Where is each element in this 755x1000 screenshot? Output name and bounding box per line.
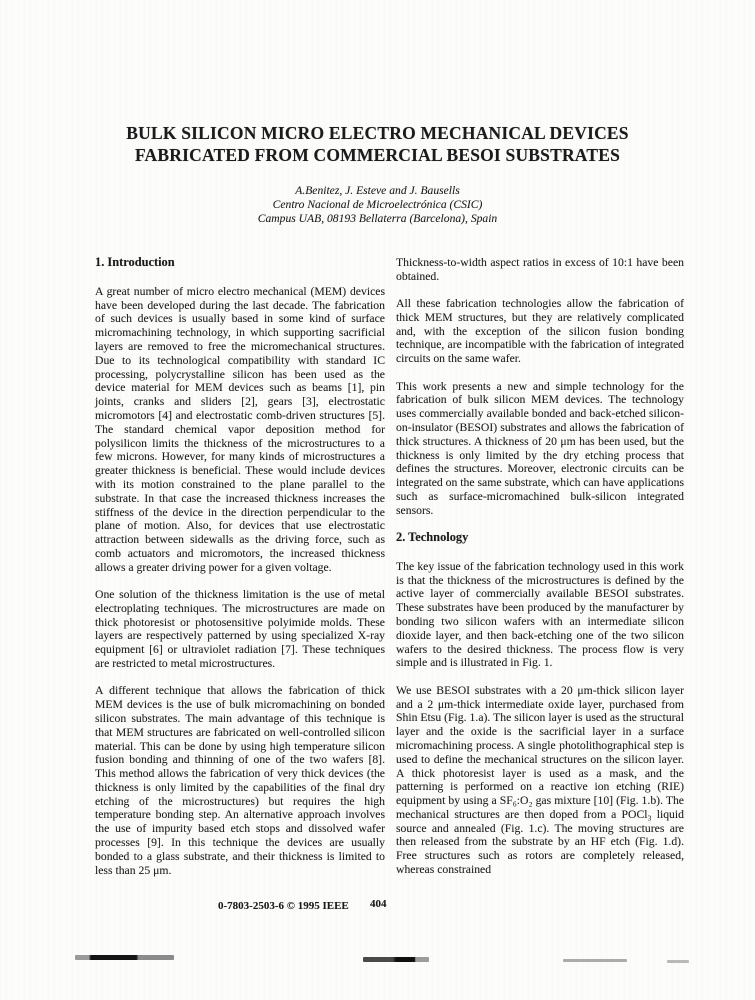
section-heading-introduction: 1. Introduction bbox=[95, 255, 175, 269]
footer-page-number: 404 bbox=[370, 898, 387, 910]
paper-title bbox=[0, 122, 755, 166]
scan-artifact bbox=[363, 957, 429, 962]
paper-title-line-1: BULK SILICON MICRO ELECTRO MECHANICAL DEVICES bbox=[126, 123, 629, 143]
paragraph: Thickness-to-width aspect ratios in excess of 10:1 have been obtained. bbox=[396, 256, 684, 283]
scan-artifact bbox=[563, 959, 627, 962]
address-line: Campus UAB, 08193 Bellaterra (Barcelona), Spain bbox=[257, 211, 498, 225]
paragraph: This work presents a new and simple technology for the fabrication of bulk silicon MEM devices. The technology uses commercially available bonded and back-etched silicon-on-insulator (BESOI) substrates and allows the fabrication of thick structures. A thickness of 20 μm has been used, but the thickness is only limited by the dry etching process that defines the structures. Moreover, electronic circuits can be integrated on the same substrate, which can have applications such as surface-micromachined bulk-silicon integrated sensors. bbox=[396, 379, 684, 517]
left-column bbox=[95, 256, 385, 877]
paragraph: The key issue of the fabrication technology used in this work is that the thickness of the microstructures is defined by the active layer of commercially available BESOI substrates. These substrates have been produced by the manufacturer by bonding two silicon wafers with an intermediate silicon dioxide layer, and then back-etching one of the two silicon wafers to the desired thickness. The process flow is very simple and is illustrated in Fig. 1. bbox=[396, 559, 684, 670]
paragraph: We use BESOI substrates with a 20 μm-thick silicon layer and a 2 μm-thick intermediate oxide layer, purchased from Shin Etsu (Fig. 1.a). The silicon layer is used as the structural layer and the oxide is the sacrificial layer in a surface micromachining process. A single photolithographical step is used to define the mechanical structures on the silicon layer. A thick photoresist layer is used as a mask, and the patterning is performed on a reactive ion etching (RIE) equipment by using a SF₆:O₂ gas mixture [10] (Fig. 1.b). The mechanical structures are then doped from a POCl₃ liquid source and annealed (Fig. 1.c). The moving structures are then released from the substrate by an HF etch (Fig. 1.d). Free structures such as rotors are completely released, whereas constrained bbox=[396, 683, 684, 877]
paragraph: A great number of micro electro mechanical (MEM) devices have been developed during the last decade. The fabrication of such devices is usually based in some kind of surface micromachining technology, in which supporting sacrificial layers are removed to free the micromechanical structures. Due to its technological compatibility with standard IC processing, polycrystalline silicon has been used as the device material for MEM devices such as beams [1], pin joints, cranks and sliders [2], gears [3], electrostatic micromotors [4] and electrostatic comb-driven structures [5]. The standard chemical vapor deposition method for polysilicon limits the thickness of the microstructures to a few microns. However, for many kinds of microstructures a greater thickness is beneficial. These would include devices with its motion constrained to the plane parallel to the substrate. In that case the increased thickness increases the stiffness of the device in the direction perpendicular to the plane of motion. Also, for devices that use electrostatic attraction between sidewalls as the driving force, such as comb actuators and micromotors, the increased thickness allows a greater driving power for a given voltage. bbox=[95, 284, 385, 574]
right-column bbox=[396, 256, 684, 877]
scan-artifact bbox=[667, 960, 689, 963]
affiliation-line: Centro Nacional de Microelectrónica (CSIC) bbox=[272, 197, 483, 211]
paper-title-line-2: FABRICATED FROM COMMERCIAL BESOI SUBSTRATES bbox=[134, 145, 621, 165]
authors-line: A.Benitez, J. Esteve and J. Bausells bbox=[295, 184, 460, 197]
paragraph: All these fabrication technologies allow the fabrication of thick MEM structures, but they are relatively complicated and, with the exception of the silicon fusion bonding technique, are incompatible with the fabrication of integrated circuits on the same wafer. bbox=[396, 297, 684, 366]
scan-artifact bbox=[75, 955, 174, 960]
footer-copyright: 0-7803-2503-6 © 1995 IEEE bbox=[218, 900, 349, 912]
author-block bbox=[0, 184, 755, 225]
paragraph: One solution of the thickness limitation is the use of metal electroplating techniques. The microstructures are made on thick photoresist or photosensitive polyimide molds. These layers are respectively patterned by using specialized X-ray equipment [6] or ultraviolet radiation [7]. These techniques are restricted to metal microstructures. bbox=[95, 588, 385, 671]
paragraph: A different technique that allows the fabrication of thick MEM devices is the use of bulk micromachining on bonded silicon substrates. The main advantage of this technique is that MEM structures are fabricated on well-controlled silicon material. This can be done by using high temperature silicon fusion bonding and thinning of one of the two wafers [8]. This method allows the fabrication of very thick devices (the thickness is only limited by the capabilities of the final dry etching of the microstructures) but requires the high temperature bonding step. An alternative approach involves the use of impurity based etch stops and dissolved wafer processes [9]. In this technique the devices are usually bonded to a glass substrate, and their thickness is limited to less than 25 μm. bbox=[95, 684, 385, 877]
section-heading-technology: 2. Technology bbox=[396, 530, 469, 545]
